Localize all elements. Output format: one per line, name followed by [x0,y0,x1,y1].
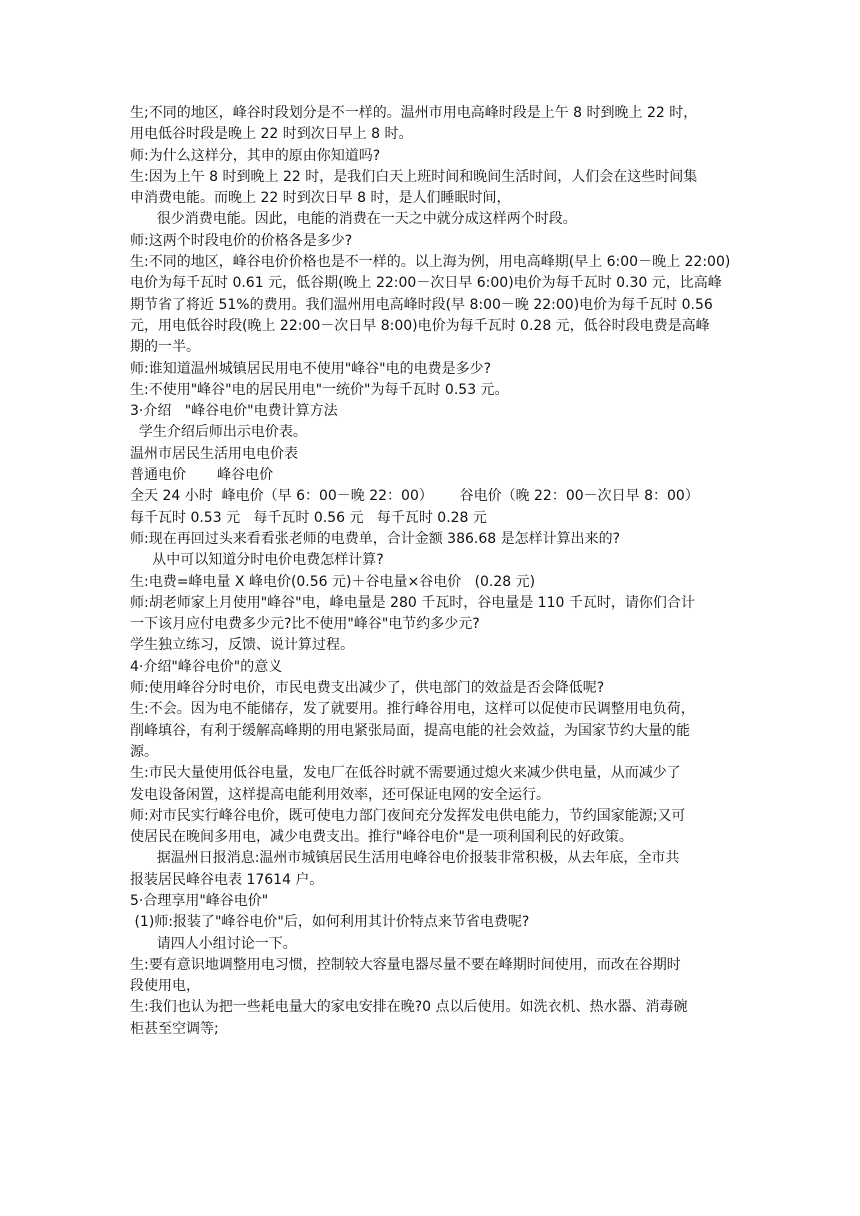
text-line: 师:为什么这样分，其申的原由你知道吗? [130,147,381,164]
text-line: 从中可以知道分时电价电费怎样计算? [130,552,384,569]
text-line: 生:不同的地区，峰谷电价价格也是不一样的。以上海为例，用电高峰期(早上 6:00－晚上 22:00) [130,254,731,271]
text-line: 段使用电， [130,978,200,995]
formula-line: 生:电费=峰电量 X 峰电价(0.56 元)＋谷电量×谷电价 (0.28 元) [130,573,536,590]
text-line: 生:不会。因为电不能储存，发了就要用。推行峰谷用电，这样可以促使市民调整用电负荷， [130,701,695,718]
section-heading: 5·合理享用"峰谷电价" [130,892,269,909]
text-line: 期的一半。 [130,339,200,356]
text-line: 柜甚至空调等; [130,1020,219,1037]
section-heading: 3·介绍 "峰谷电价"电费计算方法 [130,403,338,420]
table-header-row: 普通电价 峰谷电价 [130,467,274,484]
text-line: 师:使用峰谷分时电价，市民电费支出减少了，供电部门的效益是否会降低呢? [130,680,605,697]
text-line: 一下该月应付电费多少元?比不使用"峰谷"电节约多少元? [130,616,480,633]
text-line: 源。 [130,743,158,760]
text-line: 元，用电低谷时段(晚上 22:00－次日早 8:00)电价为每千瓦时 0.28 元，低谷时段电费是高峰 [130,317,710,334]
text-line: 生:不使用"峰谷"电的居民用电"一统价"为每千瓦时 0.53 元。 [130,381,509,398]
text-line: 请四人小组讨论一下。 [130,935,297,952]
text-line: 师:胡老师家上月使用"峰谷"电，峰电量是 280 千瓦时，谷电量是 110 千瓦时，请你们合计 [130,594,695,611]
text-line: 师:这两个时段电价的价格各是多少? [130,232,353,249]
text-line: 期节省了将近 51%的费用。我们温州用电高峰时段(早 8:00－晚 22:00)电价为每千瓦时 0.56 [130,296,713,313]
table-row: 每千瓦时 0.53 元 每千瓦时 0.56 元 每千瓦时 0.28 元 [130,509,487,526]
text-line: 生;不同的地区，峰谷时段划分是不一样的。温州市用电高峰时段是上午 8 时到晚上 22 时， [130,105,698,121]
document-body [130,103,730,1040]
text-line: 据温州日报消息:温州市城镇居民生活用电峰谷电价报装非常积极，从去年底，全市共 [130,850,680,867]
text-line: 学生介绍后师出示电价表。 [130,424,307,441]
section-heading: 4·介绍"峰谷电价"的意义 [130,658,283,675]
text-line: 很少消费电能。因此，电能的消费在一天之中就分成这样两个时段。 [130,211,577,228]
text-line: 用电低谷时段是晚上 22 时到次日早上 8 时。 [130,126,413,143]
text-line: 师:谁知道温州城镇居民用电不使用"峰谷"电的电费是多少? [130,360,492,377]
text-line: 师:现在再回过头来看看张老师的电费单，合计金额 386.68 是怎样计算出来的? [130,530,621,547]
text-line: 生:要有意识地调整用电习惯，控制较大容量电器尽量不要在峰期时间使用，而改在谷期时 [130,956,681,973]
text-line: 生:因为上午 8 时到晚上 22 时，是我们白天上班时间和晚间生活时间，人们会在这些时间集 [130,168,698,185]
table-title: 温州市居民生活用电电价表 [130,445,298,462]
text-line: 学生独立练习，反馈、说计算过程。 [130,637,354,654]
text-line: 生:我们也认为把一些耗电量大的家电安排在晚?0 点以后使用。如洗衣机、热水器、消毒碗 [130,999,688,1016]
table-row: 全天 24 小时 峰电价（早 6：00－晚 22：00） 谷电价（晚 22：00－次日早 8：00） [130,488,699,505]
text-line: (1)师:报装了"峰谷电价"后，如何利用其计价特点来节省电费呢? [130,914,530,931]
text-line: 生:市民大量使用低谷电量，发电厂在低谷时就不需要通过熄火来减少供电量，从而减少了 [130,765,681,782]
text-line: 使居民在晚间多用电，减少电费支出。推行"峰谷电价"是一项利国利民的好政策。 [130,829,633,846]
text-line: 电价为每千瓦时 0.61 元，低谷期(晚上 22:00－次日早 6:00)电价为每千瓦时 0.30 元，比高峰 [130,275,722,292]
text-line: 报装居民峰谷电表 17614 户。 [130,871,324,888]
text-line: 发电设备闲置，这样提高电能利用效率，还可保证电网的安全运行。 [130,786,550,803]
text-line: 削峰填谷，有利于缓解高峰期的用电紧张局面，提高电能的社会效益，为国家节约大量的能 [130,722,690,739]
text-line: 师:对市民实行峰谷电价，既可使电力部门夜间充分发挥发电供电能力，节约国家能源;又可 [130,807,686,824]
text-line: 申消费电能。而晚上 22 时到次日早 8 时，是人们睡眠时间， [130,190,511,207]
